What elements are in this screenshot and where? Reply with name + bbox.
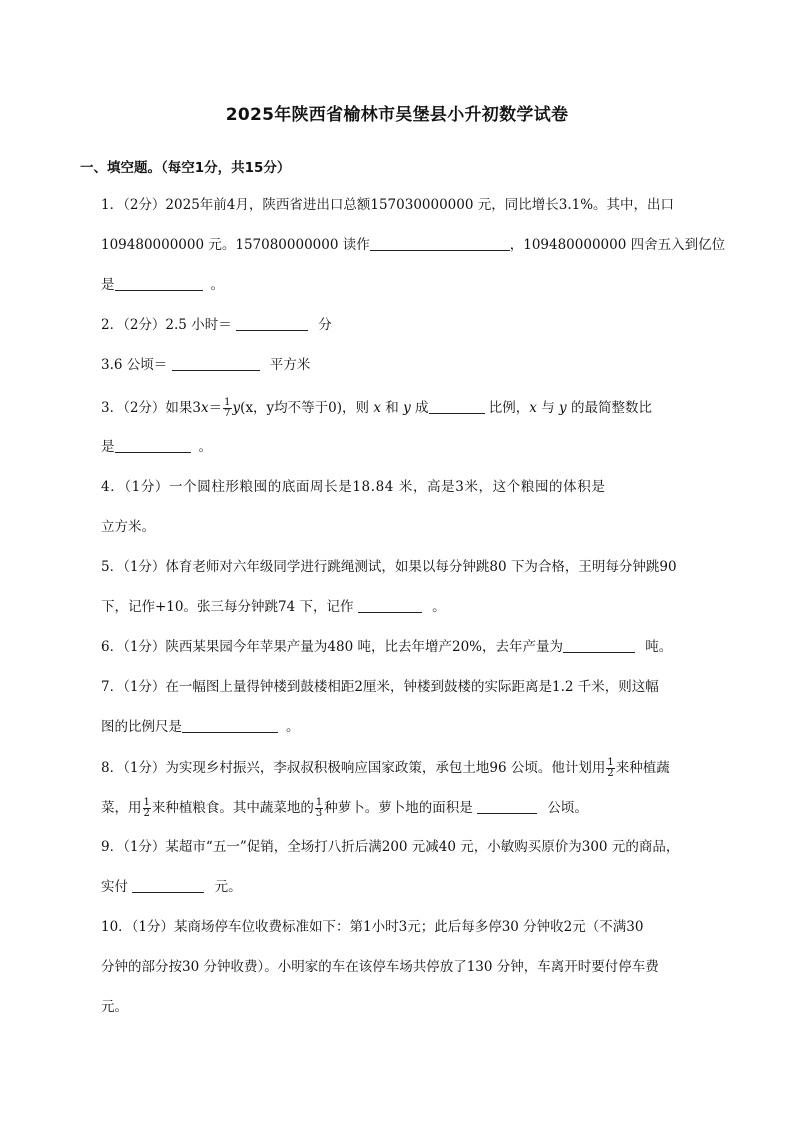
fraction-denominator: 3 xyxy=(315,808,323,819)
question-8-line-2 xyxy=(101,798,588,819)
question-3-text-a: 3．（2分）如果3 xyxy=(101,400,202,416)
fraction-denominator: 2 xyxy=(143,808,150,819)
answer-blank[interactable] xyxy=(563,638,635,653)
question-3-line-2 xyxy=(101,438,212,456)
question-10-line-1: 10．（1分）某商场停车位收费标准如下：第1小时3元；此后每多停30 分钟收2元（不满30 xyxy=(101,919,644,935)
question-7-line-2 xyxy=(101,718,300,736)
answer-blank[interactable] xyxy=(115,438,191,453)
question-6-text-b: 吨。 xyxy=(645,639,673,655)
question-3-line-1 xyxy=(101,398,652,419)
question-8-line-1 xyxy=(101,758,670,779)
variable-y: y xyxy=(232,400,241,416)
question-3-yu: 与 xyxy=(541,400,555,416)
question-2-line-2 xyxy=(101,356,310,374)
question-2-text-c: 3.6 公顷＝ xyxy=(101,357,168,373)
question-8-text-e: 种萝卜。萝卜地的面积是 xyxy=(324,800,473,816)
answer-blank[interactable] xyxy=(477,799,537,814)
question-3-text-b: 比例， xyxy=(488,400,530,416)
question-2-text-a: 2．（2分）2.5 小时＝ xyxy=(101,317,232,333)
question-9-line-2 xyxy=(101,878,242,896)
fraction-denominator: 2 xyxy=(607,768,614,779)
question-7-text-a: 图的比例尺是 xyxy=(101,719,182,735)
fraction-one-half xyxy=(606,758,614,779)
question-5-text-b: 。 xyxy=(432,599,446,615)
answer-blank[interactable] xyxy=(370,236,510,251)
variable-y: y xyxy=(403,400,411,416)
question-5-line-2 xyxy=(101,598,446,616)
question-1-text-b: ，109480000000 四舍五入到亿位 xyxy=(509,237,726,253)
question-6-line-1 xyxy=(101,638,672,656)
question-9-text-a: 实付 xyxy=(101,879,128,895)
question-4-line-2: 立方米。 xyxy=(101,519,155,535)
answer-blank[interactable] xyxy=(132,878,204,893)
question-2-line-1 xyxy=(101,316,332,334)
question-2-text-d: 平方米 xyxy=(269,357,311,373)
fraction-denominator: 7 xyxy=(224,408,231,419)
question-1-line-3 xyxy=(101,276,224,294)
question-6-text-a: 6．（1分）陕西某果园今年苹果产量为480 吨，比去年增产20%，去年产量为 xyxy=(101,639,563,655)
question-8-text-b: 来种植蔬 xyxy=(615,760,670,776)
answer-blank[interactable] xyxy=(172,356,260,371)
question-3-and: 和 xyxy=(385,400,399,416)
question-8-text-a: 8．（1分）为实现乡村振兴，李叔叔积极响应国家政策，承包土地96 公顷。他计划用 xyxy=(101,760,606,776)
question-3-text-e: 。 xyxy=(198,439,212,455)
question-2-text-b: 分 xyxy=(318,317,332,333)
question-4-line-1: 4．（1分）一个圆柱形粮囤的底面周长是18.84 米，高是3米，这个粮囤的体积是 xyxy=(101,479,606,495)
question-10-line-2: 分钟的部分按30 分钟收费）。小明家的车在该停车场共停放了130 分钟，车离开时要付停车费 xyxy=(101,959,659,975)
variable-x: x xyxy=(529,400,537,416)
answer-blank[interactable] xyxy=(236,316,308,331)
question-7-text-b: 。 xyxy=(286,719,300,735)
question-3-text-d: 是 xyxy=(101,439,115,455)
question-7-line-1: 7．（1分）在一幅图上量得钟楼到鼓楼相距2厘米，钟楼到鼓楼的实际距离是1.2 千米，则这幅 xyxy=(101,679,659,695)
equals-sign: ＝ xyxy=(208,400,223,416)
question-3-condition: (x，y均不等于0)，则 xyxy=(240,400,370,416)
fraction-one-seventh xyxy=(223,398,231,419)
question-8-text-f: 公顷。 xyxy=(547,800,588,816)
fraction-one-half xyxy=(143,798,151,819)
page-title: 2025年陕西省榆林市吴堡县小升初数学试卷 xyxy=(225,105,569,125)
question-5-text-a: 下，记作+10。张三每分钟跳74 下，记作 xyxy=(101,599,354,615)
fraction-numerator: 1 xyxy=(224,397,231,408)
question-9-line-1: 9．（1分）某超市“五一”促销，全场打八折后满200 元减40 元，小敏购买原价为300 元的商品， xyxy=(101,839,680,855)
question-9-text-b: 元。 xyxy=(214,879,242,895)
answer-blank[interactable] xyxy=(429,399,485,414)
variable-x: x xyxy=(201,400,209,416)
answer-blank[interactable] xyxy=(358,598,422,613)
variable-x: x xyxy=(373,400,381,416)
answer-blank[interactable] xyxy=(115,276,203,291)
question-3-text-c: 的最简整数比 xyxy=(570,400,652,416)
question-5-line-1: 5．（1分）体育老师对六年级同学进行跳绳测试，如果以每分钟跳80 下为合格，王明每分钟跳90 xyxy=(101,559,677,575)
fraction-one-third xyxy=(315,798,323,819)
question-3-cheng: 成 xyxy=(415,400,429,416)
question-1-line-1: 1．（2分）2025年前4月，陕西省进出口总额157030000000 元，同比增长3.1%。其中，出口 xyxy=(101,197,675,213)
question-1-text-d: 。 xyxy=(210,277,224,293)
answer-blank[interactable] xyxy=(182,718,278,733)
fraction-numerator: 1 xyxy=(143,797,150,808)
question-1-line-2 xyxy=(101,236,725,254)
fraction-numerator: 1 xyxy=(607,757,614,768)
question-10-line-3: 元。 xyxy=(101,999,128,1015)
question-8-text-c: 菜，用 xyxy=(101,800,142,816)
question-8-text-d: 来种植粮食。其中蔬菜地的 xyxy=(151,800,314,816)
question-1-text-a: 109480000000 元。157080000000 读作 xyxy=(101,237,370,253)
variable-y: y xyxy=(559,400,567,416)
section-heading: 一、填空题。（每空1分，共15分） xyxy=(80,160,291,176)
fraction-numerator: 1 xyxy=(315,797,323,808)
question-1-text-c: 是 xyxy=(101,277,115,293)
